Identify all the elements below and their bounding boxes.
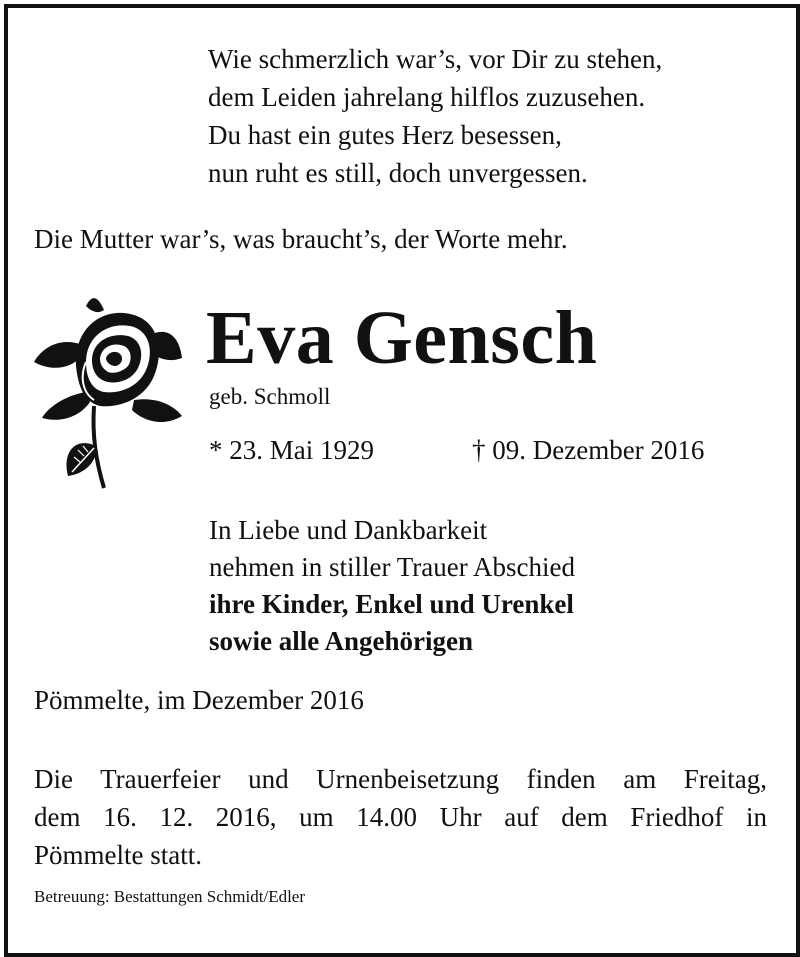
rose-icon <box>34 296 182 492</box>
poem-line: nun ruht es still, doch unvergessen. <box>208 158 588 188</box>
place-date: Pömmelte, im Dezember 2016 <box>34 685 364 715</box>
funeral-line: Pömmelte statt. <box>34 840 202 870</box>
death-date: † 09. Dezember 2016 <box>472 435 705 465</box>
mourners-line: nehmen in stiller Trauer Abschied <box>209 552 575 582</box>
funeral-line: dem 16. 12. 2016, um 14.00 Uhr auf dem Friedhof in <box>34 802 767 832</box>
mourners-relatives: sowie alle Angehörigen <box>209 626 473 656</box>
funeral-line: Die Trauerfeier und Urnenbeisetzung finden am Freitag, <box>34 764 767 794</box>
poem-line: dem Leiden jahrelang hilflos zuzusehen. <box>208 82 646 112</box>
poem-line: Du hast ein gutes Herz besessen, <box>208 120 562 150</box>
deceased-name: Eva Gensch <box>206 296 598 380</box>
funeral-notice <box>34 760 767 874</box>
funeral-home: Betreuung: Bestattungen Schmidt/Edler <box>34 887 306 906</box>
poem <box>208 40 662 192</box>
mourners-line: In Liebe und Dankbarkeit <box>209 515 488 545</box>
mourners-family: ihre Kinder, Enkel und Urenkel <box>209 589 574 619</box>
poem-line: Wie schmerzlich war’s, vor Dir zu stehen, <box>208 44 663 74</box>
maiden-name: geb. Schmoll <box>209 384 331 409</box>
mourners-block <box>209 512 575 660</box>
birth-date: * 23. Mai 1929 <box>209 435 374 465</box>
motto: Die Mutter war’s, was braucht’s, der Worte mehr. <box>34 224 568 254</box>
